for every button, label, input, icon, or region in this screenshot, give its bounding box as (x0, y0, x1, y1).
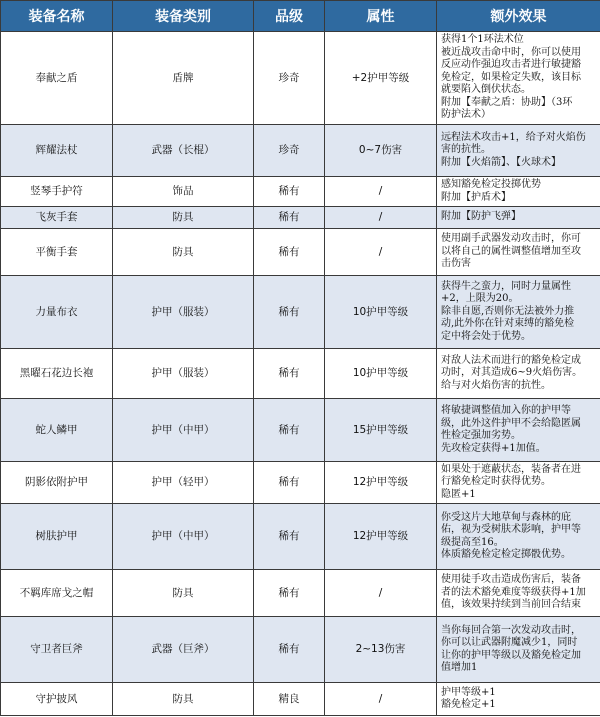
equipment-grade: 稀有 (254, 229, 325, 276)
effect-line: 反应动作强迫攻击者进行敏捷豁 (441, 59, 581, 71)
table-row (1, 617, 600, 683)
header-name: 装备名称 (1, 1, 113, 32)
equipment-grade: 稀有 (254, 349, 325, 399)
effect-line: 附加【火焰箭】、【火球术】 (441, 156, 561, 168)
header-row (1, 1, 600, 32)
effect-line: 值增加1 (441, 662, 478, 673)
effect-line: 将敏捷调整值加入你的护甲等 (441, 405, 571, 416)
equipment-attribute: / (325, 570, 437, 617)
equipment-grade: 稀有 (254, 570, 325, 617)
equipment-grade: 稀有 (254, 399, 325, 462)
equipment-grade: 稀有 (254, 207, 325, 229)
equipment-name: 阴影依附护甲 (1, 462, 113, 504)
equipment-name: 蛇人鳞甲 (1, 399, 113, 462)
table-row (1, 276, 600, 349)
equipment-attribute: / (325, 177, 437, 207)
equipment-type: 防具 (113, 207, 254, 229)
equipment-type: 防具 (113, 683, 254, 716)
effect-line: 隐匿+1 (441, 488, 476, 500)
effect-line: 体质豁免检定检定掷骰优势。 (441, 549, 571, 560)
equipment-grade: 稀有 (254, 177, 325, 207)
equipment-name: 奉献之盾 (1, 32, 113, 125)
equipment-attribute: 10护甲等级 (325, 349, 437, 399)
equipment-name: 树肤护甲 (1, 504, 113, 570)
effect-line: 除非自愿,否则你无法被外力推 (441, 305, 575, 317)
table-row (1, 349, 600, 399)
equipment-name: 守护披风 (1, 683, 113, 716)
effect-line: 获得1个1环法术位 (441, 34, 524, 46)
equipment-attribute: 2~13伤害 (325, 617, 437, 683)
effect-line: 附加【防护飞弹】 (441, 211, 521, 223)
extra-effect (437, 207, 600, 229)
effect-line: 害的抗性。 (441, 144, 491, 156)
effect-line: 使用徒手攻击造成伤害后，装备 (441, 574, 581, 586)
effect-line: 以将自己的属性调整值增加至攻 (441, 245, 581, 257)
equipment-type: 饰品 (113, 177, 254, 207)
effect-line: 级提高至16。 (441, 536, 504, 548)
equipment-type: 武器（长棍） (113, 125, 254, 177)
extra-effect (437, 229, 600, 276)
effect-line: 免检定，如果检定失败，该目标 (441, 71, 581, 83)
equipment-type: 盾牌 (113, 32, 254, 125)
effect-line: 对敌人法术而进行的豁免检定成 (441, 354, 581, 366)
extra-effect (437, 32, 600, 125)
effect-line: 动,此外你在针对束缚的豁免检 (441, 318, 575, 330)
table-row (1, 570, 600, 617)
effect-line: 级，此外这件护甲不会给隐匿属 (441, 417, 581, 429)
effect-line: 给与对火焰伤害的抗性。 (441, 379, 551, 391)
effect-line: 先攻检定获得+1加值。 (441, 442, 546, 454)
effect-line: 击伤害 (441, 258, 471, 270)
table-row (1, 125, 600, 177)
header-extra-effect: 额外效果 (437, 1, 600, 32)
table-row (1, 399, 600, 462)
header-type: 装备类别 (113, 1, 254, 32)
extra-effect (437, 617, 600, 683)
equipment-attribute: 10护甲等级 (325, 276, 437, 349)
effect-line: 就要陷入倒伏状态。 (441, 84, 531, 96)
effect-line: 让你的护甲等级以及豁免检定加 (441, 649, 581, 661)
extra-effect (437, 276, 600, 349)
extra-effect (437, 177, 600, 207)
effect-line: 行豁免检定时获得优势。 (441, 476, 551, 488)
equipment-attribute: 12护甲等级 (325, 462, 437, 504)
table-row (1, 229, 600, 276)
equipment-attribute: 12护甲等级 (325, 504, 437, 570)
effect-line: 当你每回合第一次发动攻击时， (441, 624, 581, 636)
extra-effect (437, 399, 600, 462)
effect-line: 性检定强加劣势。 (441, 430, 521, 441)
effect-line: 者的法术豁免难度等级获得+1加 (441, 586, 586, 598)
equipment-grade: 珍奇 (254, 125, 325, 177)
equipment-type: 防具 (113, 229, 254, 276)
effect-line: 被近战攻击命中时，你可以使用 (441, 46, 581, 58)
table-row (1, 462, 600, 504)
table-row (1, 207, 600, 229)
extra-effect (437, 125, 600, 177)
effect-line: 使用副手武器发动攻击时，你可 (441, 233, 581, 245)
extra-effect (437, 683, 600, 716)
effect-line: 远程法术攻击+1，给予对火焰伤 (441, 131, 586, 143)
effect-line: 防护法术） (441, 109, 491, 121)
table-row (1, 177, 600, 207)
equipment-rows (1, 32, 600, 716)
equipment-attribute: / (325, 683, 437, 716)
extra-effect (437, 570, 600, 617)
effect-line: 附加【护盾术】 (441, 191, 511, 203)
effect-line: 获得牛之蛮力，同时力量属性 (441, 280, 571, 292)
table-row (1, 32, 600, 125)
equipment-name: 不羁库席戈之帽 (1, 570, 113, 617)
equipment-type: 护甲（服装） (113, 276, 254, 349)
effect-line: 护甲等级+1 (441, 686, 496, 698)
equipment-attribute: / (325, 229, 437, 276)
effect-line: 佑，视为受树肤术影响，护甲等 (441, 524, 581, 535)
equipment-type: 护甲（轻甲） (113, 462, 254, 504)
equipment-name: 竖琴手护符 (1, 177, 113, 207)
table-row (1, 683, 600, 716)
equipment-name: 平衡手套 (1, 229, 113, 276)
effect-line: 功时，对其造成6~9火焰伤害。 (441, 367, 583, 379)
header-attribute: 属性 (325, 1, 437, 32)
equipment-name: 飞灰手套 (1, 207, 113, 229)
equipment-type: 护甲（中甲） (113, 399, 254, 462)
effect-line: 豁免检定+1 (441, 699, 496, 710)
effect-line: 值，该效果持续到当前回合结束 (441, 599, 581, 611)
effect-line: 定中将会处于优势。 (441, 330, 531, 342)
equipment-type: 武器（巨斧） (113, 617, 254, 683)
effect-line: +2，上限为20。 (441, 293, 519, 305)
effect-line: 如果处于遮蔽状态，装备者在进 (441, 463, 581, 475)
equipment-name: 辉耀法杖 (1, 125, 113, 177)
equipment-grade: 稀有 (254, 462, 325, 504)
equipment-grade: 稀有 (254, 504, 325, 570)
equipment-name: 黑曜石花边长袍 (1, 349, 113, 399)
equipment-attribute: / (325, 207, 437, 229)
equipment-attribute: +2护甲等级 (325, 32, 437, 125)
equipment-grade: 稀有 (254, 276, 325, 349)
effect-line: 感知豁免检定投掷优势 (441, 179, 541, 190)
equipment-name: 力量布衣 (1, 276, 113, 349)
equipment-attribute: 0~7伤害 (325, 125, 437, 177)
equipment-attribute: 15护甲等级 (325, 399, 437, 462)
extra-effect (437, 462, 600, 504)
extra-effect (437, 349, 600, 399)
equipment-type: 防具 (113, 570, 254, 617)
table-row (1, 504, 600, 570)
equipment-name: 守卫者巨斧 (1, 617, 113, 683)
equipment-type: 护甲（服装） (113, 349, 254, 399)
extra-effect (437, 504, 600, 570)
equipment-grade: 精良 (254, 683, 325, 716)
header-grade: 品级 (254, 1, 325, 32)
equipment-grade: 珍奇 (254, 32, 325, 125)
effect-line: 你可以让武器附魔减少1，同时 (441, 637, 578, 648)
effect-line: 附加【奉献之盾：协助】（3环 (441, 96, 573, 108)
equipment-type: 护甲（中甲） (113, 504, 254, 570)
effect-line: 你受这片大地草甸与森林的庇 (441, 511, 571, 523)
equipment-grade: 稀有 (254, 617, 325, 683)
